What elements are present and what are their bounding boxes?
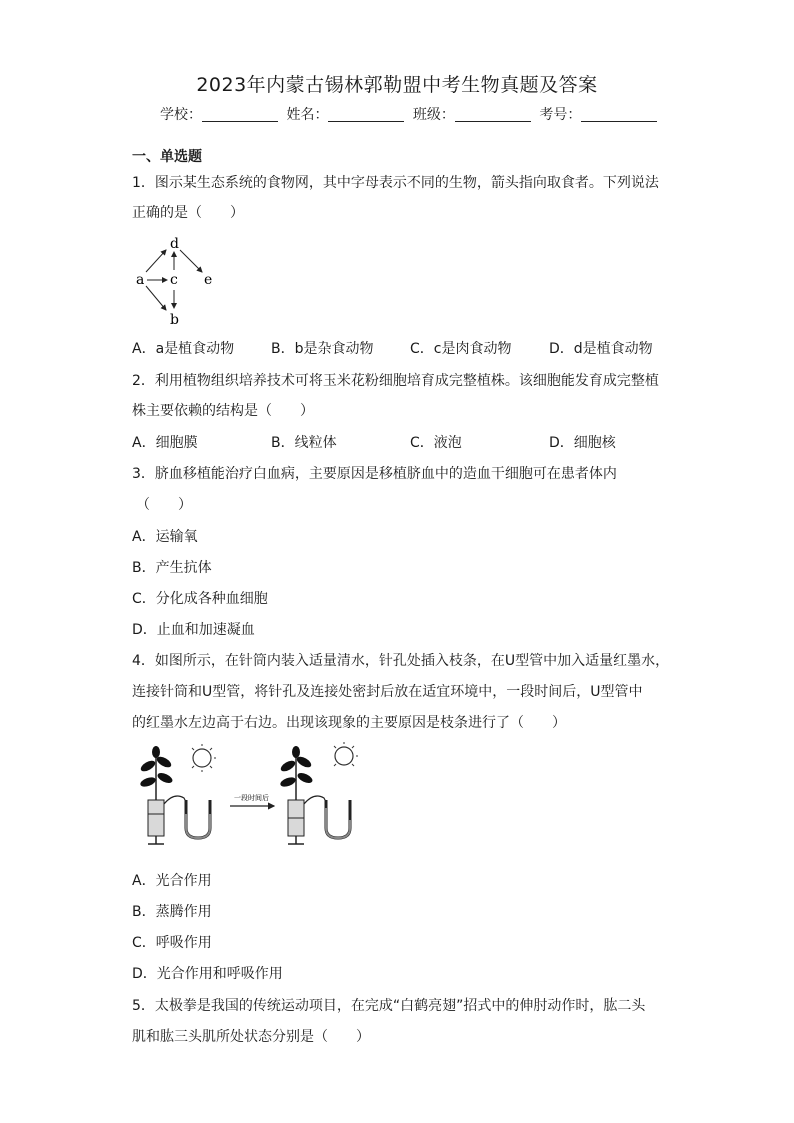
food-web-diagram bbox=[130, 234, 230, 330]
q3-option-d[interactable]: D．止血和加速凝血 bbox=[132, 622, 255, 638]
q4-option-b[interactable]: B．蒸腾作用 bbox=[132, 904, 212, 920]
syringe-icon bbox=[148, 800, 164, 836]
apparatus-after bbox=[279, 742, 358, 844]
section-heading: 一、单选题 bbox=[132, 149, 202, 165]
q5-stem-line2: 肌和肱三头肌所处状态分别是（ ） bbox=[132, 1029, 370, 1045]
q3-stem-line2: （ ） bbox=[136, 497, 192, 513]
class-label: 班级： bbox=[412, 107, 455, 123]
node-c: c bbox=[170, 272, 178, 288]
q2-option-a[interactable]: A．细胞膜 bbox=[132, 435, 198, 451]
q2-stem-line2: 株主要依赖的结构是（ ） bbox=[132, 403, 314, 419]
name-blank[interactable] bbox=[328, 107, 404, 122]
node-d: d bbox=[170, 236, 179, 252]
q3-option-c[interactable]: C．分化成各种血细胞 bbox=[132, 591, 268, 607]
q3-option-b[interactable]: B．产生抗体 bbox=[132, 560, 212, 576]
school-label: 学校： bbox=[160, 107, 202, 123]
name-label: 姓名： bbox=[286, 107, 329, 123]
q1-option-c[interactable]: C．c是肉食动物 bbox=[410, 341, 512, 357]
sun-icon bbox=[193, 749, 211, 767]
q1-option-a[interactable]: A．a是植食动物 bbox=[132, 341, 235, 357]
q3-option-a[interactable]: A．运输氧 bbox=[132, 529, 198, 545]
q2-option-c[interactable]: C．液泡 bbox=[410, 435, 462, 451]
q3-stem-line1: 3．脐血移植能治疗白血病，主要原因是移植脐血中的造血干细胞可在患者体内 bbox=[132, 466, 617, 482]
number-label: 考号： bbox=[539, 107, 582, 123]
arrow-label: 一段时间后 bbox=[234, 794, 269, 802]
u-tube-icon bbox=[186, 800, 210, 838]
q4-stem-line2: 连接针筒和U型管，将针孔及连接处密封后放在适宜环境中，一段时间后，U型管中 bbox=[132, 684, 643, 700]
q2-option-d[interactable]: D．细胞核 bbox=[549, 435, 616, 451]
plant-sprig-icon bbox=[139, 746, 174, 804]
time-arrow bbox=[230, 793, 274, 806]
q4-option-c[interactable]: C．呼吸作用 bbox=[132, 935, 212, 951]
q1-option-b[interactable]: B．b是杂食动物 bbox=[271, 341, 374, 357]
q2-stem-line1: 2．利用植物组织培养技术可将玉米花粉细胞培育成完整植株。该细胞能发育成完整植 bbox=[132, 373, 659, 389]
q4-stem-line3: 的红墨水左边高于右边。出现该现象的主要原因是枝条进行了（ ） bbox=[132, 715, 566, 731]
u-tube-icon bbox=[326, 800, 350, 838]
number-blank[interactable] bbox=[581, 107, 657, 122]
q4-option-d[interactable]: D．光合作用和呼吸作用 bbox=[132, 966, 283, 982]
q1-stem-line2: 正确的是（ ） bbox=[132, 205, 244, 221]
node-e: e bbox=[204, 272, 213, 288]
q4-option-a[interactable]: A．光合作用 bbox=[132, 873, 212, 889]
node-b: b bbox=[170, 312, 179, 328]
student-info-row bbox=[160, 104, 661, 124]
page-title: 2023年内蒙古锡林郭勒盟中考生物真题及答案 bbox=[196, 74, 598, 96]
q5-stem-line1: 5．太极拳是我国的传统运动项目，在完成“白鹤亮翅”招式中的伸肘动作时，肱二头 bbox=[132, 998, 646, 1014]
q2-option-b[interactable]: B．线粒体 bbox=[271, 435, 337, 451]
sun-icon bbox=[335, 747, 353, 765]
apparatus-before bbox=[139, 744, 216, 844]
node-a: a bbox=[136, 272, 145, 288]
school-blank[interactable] bbox=[202, 107, 278, 122]
transpiration-experiment-diagram bbox=[134, 742, 394, 850]
class-blank[interactable] bbox=[455, 107, 531, 122]
q1-option-d[interactable]: D．d是植食动物 bbox=[549, 341, 653, 357]
q1-stem-line1: 1．图示某生态系统的食物网，其中字母表示不同的生物，箭头指向取食者。下列说法 bbox=[132, 175, 659, 191]
q4-stem-line1: 4．如图所示，在针筒内装入适量清水，针孔处插入枝条，在U型管中加入适量红墨水， bbox=[132, 653, 670, 669]
plant-sprig-icon bbox=[279, 746, 314, 804]
